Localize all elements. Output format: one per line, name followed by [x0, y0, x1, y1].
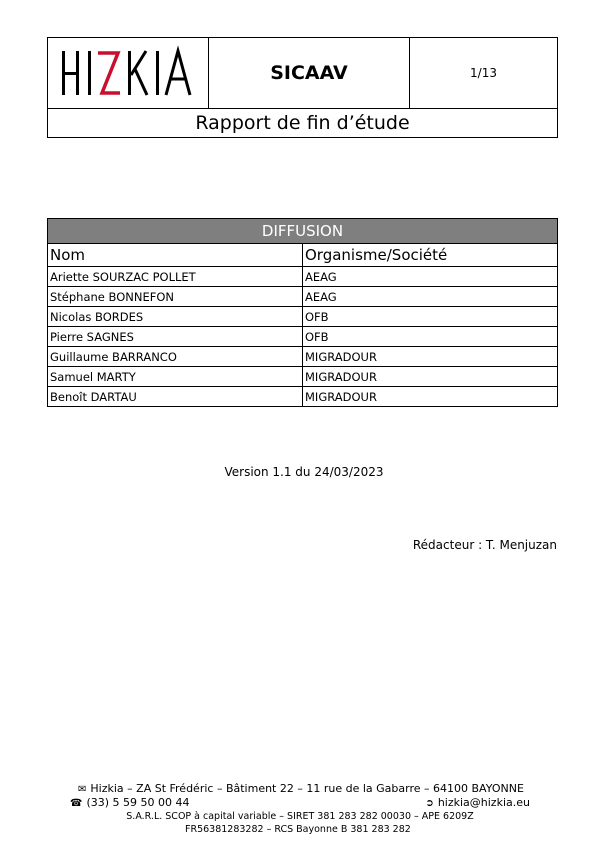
cell-name: Stéphane BONNEFON: [48, 287, 303, 307]
footer-phone: (33) 5 59 50 00 44: [86, 796, 190, 809]
diffusion-header-row: [48, 244, 558, 267]
cell-organisation: MIGRADOUR: [303, 387, 558, 407]
cell-name: Nicolas BORDES: [48, 307, 303, 327]
diffusion-caption-row: [48, 219, 558, 244]
document-subtitle: Rapport de fin d’étude: [47, 109, 558, 138]
diffusion-caption: DIFFUSION: [48, 219, 558, 244]
document-header: [47, 37, 558, 137]
page-number: 1/13: [470, 66, 497, 80]
author-line: Rédacteur : T. Menjuzan: [412, 538, 557, 552]
cell-name: Samuel MARTY: [48, 367, 303, 387]
cell-name: Guillaume BARRANCO: [48, 347, 303, 367]
cell-organisation: MIGRADOUR: [303, 347, 558, 367]
footer-legal: S.A.R.L. SCOP à capital variable – SIRET 381 283 282 00030 – APE 6209Z: [126, 811, 474, 822]
footer-contact-line: [70, 796, 530, 810]
table-row: [48, 307, 558, 327]
footer-tva: FR56381283282 – RCS Bayonne B 381 283 282: [185, 824, 411, 835]
footer-address-line: [70, 782, 530, 796]
column-header-name: Nom: [48, 244, 303, 267]
diffusion-table: [47, 218, 558, 407]
table-row: [48, 387, 558, 407]
column-header-organisation: Organisme/Société: [303, 244, 558, 267]
hizkia-logo-graphic: [58, 45, 198, 101]
table-row: [48, 347, 558, 367]
cell-organisation: OFB: [303, 327, 558, 347]
email-icon: ➲: [425, 798, 434, 809]
table-row: [48, 327, 558, 347]
footer-address: Hizkia – ZA St Frédéric – Bâtiment 22 – 11 rue de la Gabarre – 64100 BAYONNE: [90, 782, 524, 795]
cell-organisation: MIGRADOUR: [303, 367, 558, 387]
table-row: [48, 367, 558, 387]
version-line: Version 1.1 du 24/03/2023: [224, 465, 384, 479]
cell-organisation: OFB: [303, 307, 558, 327]
project-title: SICAAV: [209, 38, 410, 108]
footer-email: hizkia@hizkia.eu: [437, 796, 530, 809]
cell-organisation: AEAG: [303, 287, 558, 307]
cell-name: Pierre SAGNES: [48, 327, 303, 347]
company-logo: [48, 38, 209, 108]
cell-name: Benoît DARTAU: [48, 387, 303, 407]
table-row: [48, 287, 558, 307]
envelope-icon: ✉: [78, 784, 87, 795]
header-row: [47, 37, 558, 109]
table-row: [48, 267, 558, 287]
cell-name: Ariette SOURZAC POLLET: [48, 267, 303, 287]
phone-icon: ☎: [70, 798, 83, 809]
cell-organisation: AEAG: [303, 267, 558, 287]
page-footer: [70, 782, 530, 836]
